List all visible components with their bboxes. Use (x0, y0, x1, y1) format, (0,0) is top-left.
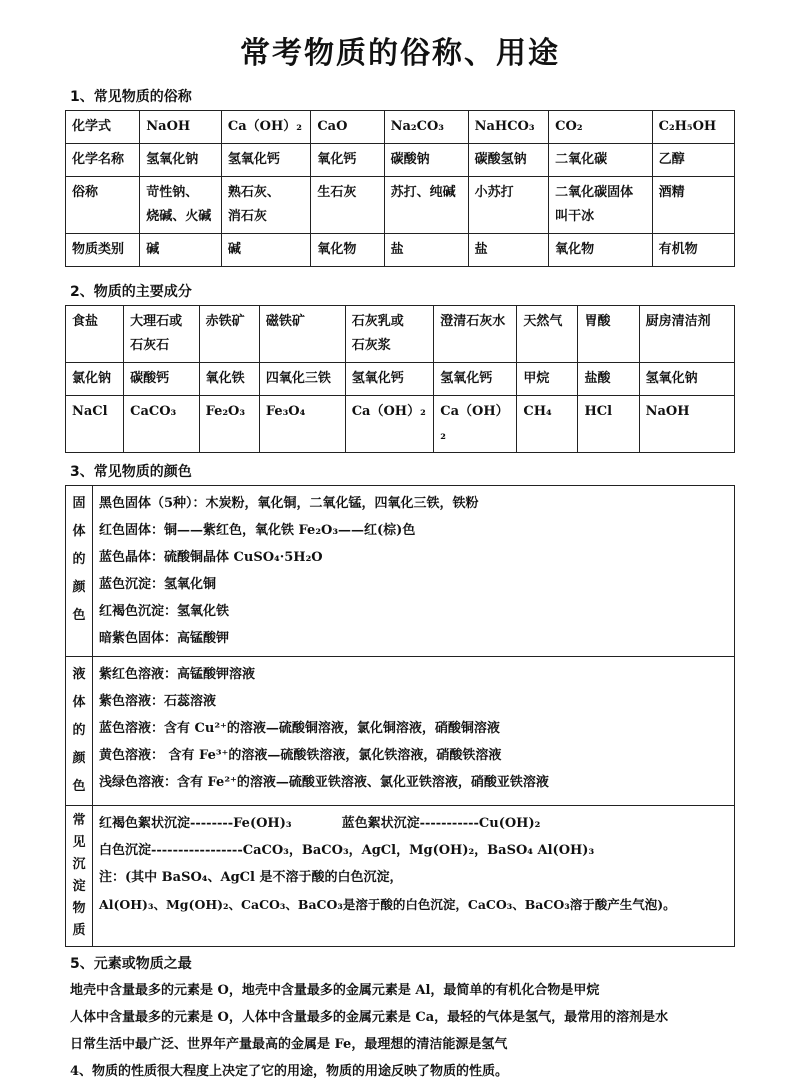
table-row (66, 396, 735, 453)
table-cell: 苏打、纯碱 (384, 177, 468, 234)
line: 红褐色絮状沉淀--------Fe(OH)₃ 蓝色絮状沉淀-----------Cu(OH)₂ (99, 816, 541, 831)
table-cell: 氯化钠 (66, 363, 124, 396)
table-cell: 澄清石灰水 (434, 306, 517, 363)
table-cell: 氢氧化钠 (140, 144, 222, 177)
table-row (66, 177, 735, 234)
line: 黄色溶液： 含有 Fe³⁺的溶液—硫酸铁溶液，氯化铁溶液，硝酸铁溶液 (99, 748, 502, 763)
table-row (66, 111, 735, 144)
solid-colors-label: 固 体 的 颜 色 (66, 486, 93, 657)
table-cell: CaO (311, 111, 384, 144)
precipitates-row (66, 806, 735, 947)
line: 浅绿色溶液：含有 Fe²⁺的溶液—硫酸亚铁溶液、氯化亚铁溶液，硝酸亚铁溶液 (99, 775, 549, 790)
line: Al(OH)₃、Mg(OH)₂、CaCO₃、BaCO₃是溶于酸的白色沉淀，CaCO₃、BaCO₃溶于酸产生气泡)。 (99, 897, 676, 912)
section3-heading: 3、常见物质的颜色 (70, 464, 192, 480)
table-cell: 氧化铁 (199, 363, 259, 396)
table-cell: 胃酸 (578, 306, 639, 363)
table-cell: 生石灰 (311, 177, 384, 234)
table-cell: CO₂ (549, 111, 652, 144)
line: 蓝色晶体：硫酸铜晶体 CuSO₄·5H₂O (99, 550, 323, 565)
table-cell: 乙醇 (652, 144, 734, 177)
table-cell: 碳酸钙 (124, 363, 199, 396)
section5-line: 人体中含量最多的元素是 O，人体中含量最多的金属元素是 Ca，最轻的气体是氢气，最常用的溶剂是水 (70, 1010, 669, 1025)
table-cell: 食盐 (66, 306, 124, 363)
table-cell: NaOH (140, 111, 222, 144)
table-cell: NaOH (639, 396, 734, 453)
table-cell: 小苏打 (468, 177, 549, 234)
table-cell: 物质类别 (66, 234, 140, 267)
table-cell: Fe₂O₃ (199, 396, 259, 453)
line: 白色沉淀-----------------CaCO₃，BaCO₃，AgCl，Mg(OH)₂，BaSO₄ Al(OH)₃ (99, 843, 595, 858)
table-cell: 氧化物 (549, 234, 652, 267)
line: 紫色溶液：石蕊溶液 (99, 694, 217, 709)
table-cell: 酒精 (652, 177, 734, 234)
table-cell: HCl (578, 396, 639, 453)
table-cell: 氢氧化钙 (434, 363, 517, 396)
section5-heading: 5、元素或物质之最 (70, 956, 192, 972)
liquid-colors-row (66, 657, 735, 806)
names-table (65, 110, 735, 267)
table-cell: 碱 (221, 234, 310, 267)
section5-line: 日常生活中最广泛、世界年产量最高的金属是 Fe，最理想的清洁能源是氢气 (70, 1037, 508, 1052)
table-cell: 二氧化碳 (549, 144, 652, 177)
table-cell: NaCl (66, 396, 124, 453)
table-cell: 化学名称 (66, 144, 140, 177)
components-table (65, 305, 735, 453)
section5-line: 地壳中含量最多的元素是 O，地壳中含量最多的金属元素是 Al，最简单的有机化合物是甲烷 (70, 983, 600, 998)
line: 蓝色沉淀：氢氧化铜 (99, 577, 217, 592)
table-cell: Ca（OH）₂ (345, 396, 434, 453)
section4-text: 4、物质的性质很大程度上决定了它的用途，物质的用途反映了物质的性质。 (70, 1064, 509, 1079)
table-cell: 碳酸氢钠 (468, 144, 549, 177)
table-cell: 氢氧化钙 (345, 363, 434, 396)
table-cell: 盐 (468, 234, 549, 267)
table-cell: 俗称 (66, 177, 140, 234)
precipitates-lines (93, 806, 735, 947)
section1-heading: 1、常见物质的俗称 (70, 89, 192, 105)
table-cell: 苛性钠、 烧碱、火碱 (140, 177, 222, 234)
section2-heading: 2、物质的主要成分 (70, 284, 192, 300)
table-cell: C₂H₅OH (652, 111, 734, 144)
solid-colors-row (66, 486, 735, 657)
table-row (66, 234, 735, 267)
table-cell: 有机物 (652, 234, 734, 267)
table-cell: 甲烷 (517, 363, 578, 396)
line: 红色固体：铜——紫红色，氧化铁 Fe₂O₃——红(棕)色 (99, 523, 416, 538)
page-title: 常考物质的俗称、用途 (240, 36, 560, 71)
table-cell: 氢氧化钙 (221, 144, 310, 177)
colors-table (65, 485, 735, 947)
table-cell: 碱 (140, 234, 222, 267)
table-cell: 盐 (384, 234, 468, 267)
line: 红褐色沉淀：氢氧化铁 (99, 604, 230, 619)
table-row (66, 306, 735, 363)
line: 蓝色溶液：含有 Cu²⁺的溶液—硫酸铜溶液，氯化铜溶液，硝酸铜溶液 (99, 721, 500, 736)
table-cell: 厨房清洁剂 (639, 306, 734, 363)
table-cell: 氧化钙 (311, 144, 384, 177)
table-cell: 碳酸钠 (384, 144, 468, 177)
table-cell: 大理石或 石灰石 (124, 306, 199, 363)
solid-colors-lines (93, 486, 735, 657)
table-cell: Ca（OH）₂ (221, 111, 310, 144)
table-cell: CH₄ (517, 396, 578, 453)
table-cell: Fe₃O₄ (259, 396, 345, 453)
table-cell: 天然气 (517, 306, 578, 363)
precipitates-label: 常 见 沉 淀 物 质 (66, 806, 93, 947)
blue-precipitate: 蓝色絮状沉淀-----------Cu(OH)₂ (341, 816, 541, 831)
table-cell: 氧化物 (311, 234, 384, 267)
line: 注：(其中 BaSO₄、AgCl 是不溶于酸的白色沉淀， (99, 870, 403, 885)
liquid-colors-lines (93, 657, 735, 806)
table-cell: 赤铁矿 (199, 306, 259, 363)
line: 黑色固体（5种）：木炭粉，氧化铜，二氧化锰，四氧化三铁，铁粉 (99, 496, 479, 511)
table-row (66, 363, 735, 396)
table-cell: 石灰乳或 石灰浆 (345, 306, 434, 363)
table-cell: 熟石灰、 消石灰 (221, 177, 310, 234)
table-cell: 二氧化碳固体 叫干冰 (549, 177, 652, 234)
line: 暗紫色固体：高锰酸钾 (99, 631, 230, 646)
table-cell: CaCO₃ (124, 396, 199, 453)
table-cell: 盐酸 (578, 363, 639, 396)
table-cell: Na₂CO₃ (384, 111, 468, 144)
table-cell: 氢氧化钠 (639, 363, 734, 396)
line: 紫红色溶液：高锰酸钾溶液 (99, 667, 256, 682)
table-cell: 磁铁矿 (259, 306, 345, 363)
table-cell: 四氧化三铁 (259, 363, 345, 396)
table-cell: 化学式 (66, 111, 140, 144)
table-row (66, 144, 735, 177)
liquid-colors-label: 液 体 的 颜 色 (66, 657, 93, 806)
table-cell: NaHCO₃ (468, 111, 549, 144)
table-cell: Ca（OH）₂ (434, 396, 517, 453)
